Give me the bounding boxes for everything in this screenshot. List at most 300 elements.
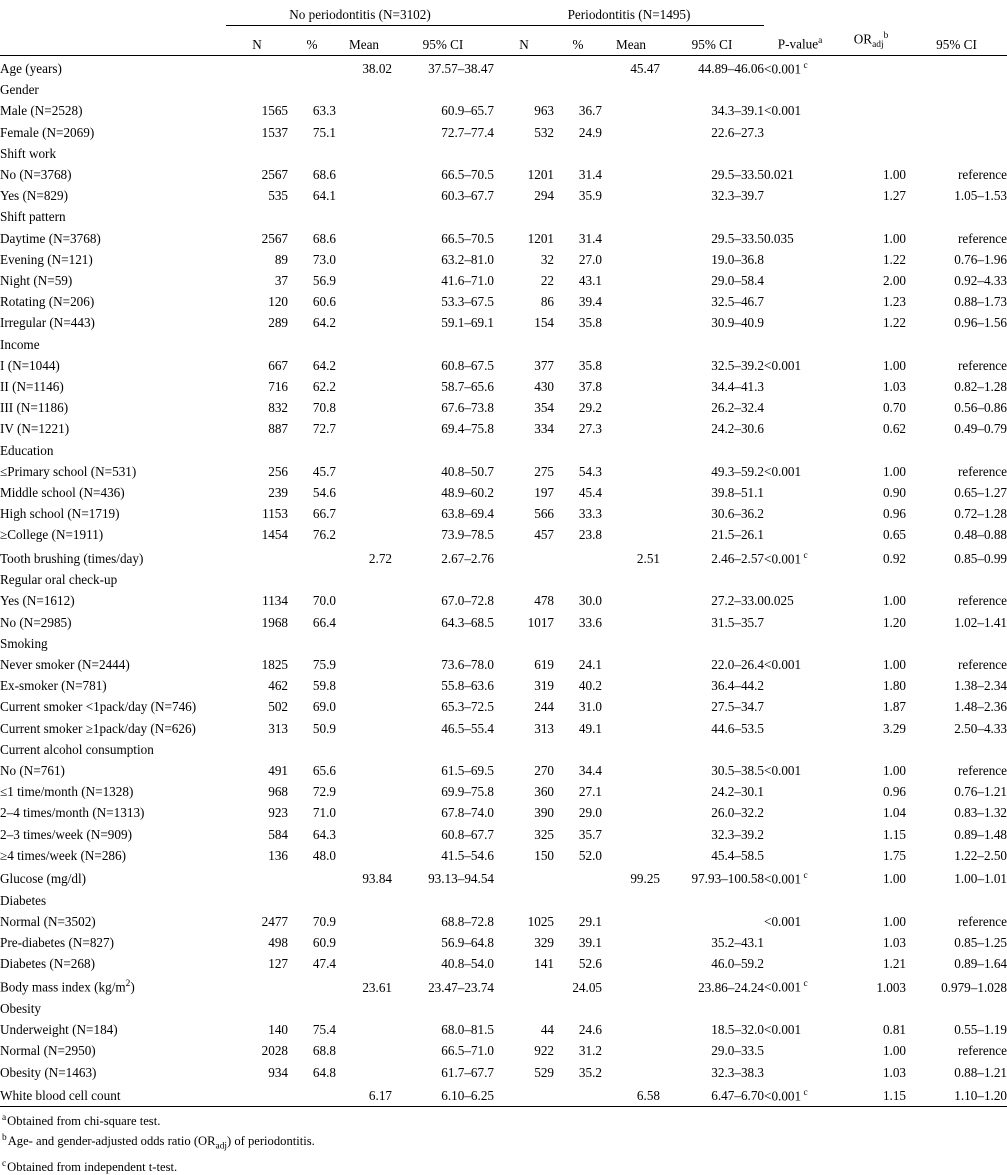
cell-pvalue [764,998,836,1019]
cell-mean-periodontitis [602,718,660,739]
cell-pct-periodontitis [554,440,602,461]
cell-mean-periodontitis [602,1062,660,1083]
cell-pvalue [764,334,836,355]
cell-ci-periodontitis [660,633,764,654]
table-row [0,546,1007,570]
cell-ci-periodontitis: 34.3–39.1 [711,103,765,119]
cell-ci-no-periodontitis: 6.10–6.25 [392,1083,494,1107]
cell-ci-periodontitis: 36.4–44.2 [711,678,765,694]
cell-mean-no-periodontitis [336,569,392,590]
cell-mean-no-periodontitis [336,633,392,654]
cell-pvalue [764,1062,836,1083]
footnote-mark: c [2,1158,7,1169]
cell-pvalue [764,760,836,781]
cell-odds-ratio: 1.15 [836,1083,906,1107]
cell-mean-periodontitis [602,79,660,100]
table-row [0,760,1007,781]
cell-mean-periodontitis [602,334,660,355]
row-label: Diabetes (N=268) [0,956,95,972]
cell-n-no-periodontitis [226,974,288,998]
cell-ci-no-periodontitis: 67.8–74.0 [441,805,494,821]
cell-pct-no-periodontitis: 64.3 [312,826,336,842]
cell-ci-periodontitis: 29.5–33.5 [711,166,765,182]
table-row [0,312,1007,333]
row-label: Current smoker ≥1pack/day (N=626) [0,720,196,736]
cell-mean-periodontitis [602,845,660,866]
cell-pvalue [764,79,836,100]
cell-ci-no-periodontitis: 60.8–67.7 [441,826,494,842]
cell-ci-periodontitis: 29.5–33.5 [711,230,765,246]
cell-pvalue [764,633,836,654]
cell-n-periodontitis: 457 [534,527,554,543]
cell-pvalue [764,932,836,953]
row-label: High school (N=1719) [0,506,120,522]
cell-odds-ratio: 1.03 [882,935,907,951]
table-row [0,397,1007,418]
table-row [0,524,1007,545]
footnote [2,1156,907,1175]
cell-pvalue [764,1040,836,1061]
cell-n-periodontitis: 566 [534,506,554,522]
cell-ci-periodontitis [660,998,764,1019]
cell-pvalue [764,675,836,696]
cell-n-no-periodontitis [226,440,288,461]
cell-pvalue [764,866,836,890]
cell-n-periodontitis: 377 [534,357,554,373]
cell-n-no-periodontitis: 498 [268,935,288,951]
row-label: Daytime (N=3768) [0,230,101,246]
cell-pct-no-periodontitis: 75.1 [312,124,336,140]
cell-n-periodontitis: 86 [540,294,554,310]
cell-pvalue [764,1083,836,1107]
cell-ci-no-periodontitis: 41.5–54.6 [441,847,494,863]
table-row [0,1019,1007,1040]
cell-n-no-periodontitis: 1454 [261,527,288,543]
cell-pct-no-periodontitis: 66.4 [312,614,336,630]
cell-odds-ratio: 0.92 [882,550,907,566]
cell-pct-periodontitis: 31.4 [578,166,602,182]
cell-pct-no-periodontitis: 72.9 [312,784,336,800]
cell-n-no-periodontitis: 2567 [261,230,288,246]
row-label: Age (years) [0,60,62,76]
cell-ci-no-periodontitis: 53.3–67.5 [441,294,494,310]
cell-mean-no-periodontitis: 38.02 [362,60,392,76]
cell-mean-periodontitis [602,1019,660,1040]
cell-n-periodontitis: 529 [534,1064,554,1080]
table-row [0,482,1007,503]
cell-n-no-periodontitis: 491 [268,763,288,779]
cell-pct-periodontitis: 24.1 [578,657,602,672]
cell-ci-periodontitis: 30.9–40.9 [711,315,765,331]
table-row [0,633,1007,654]
cell-ci-no-periodontitis: 60.3–67.7 [441,188,494,204]
row-label: Current alcohol consumption [0,741,154,757]
cell-odds-ratio: 1.75 [882,847,907,863]
cell-pvalue [764,802,836,823]
cell-pct-periodontitis: 24.6 [578,1022,602,1038]
row-label: ≥4 times/week (N=286) [0,847,127,863]
cell-or-ci: 0.76–1.96 [954,251,1007,267]
cell-ci-periodontitis: 27.2–33.0 [711,593,765,609]
cell-odds-ratio: 1.00 [882,871,907,887]
cell-odds-ratio [836,334,906,355]
cell-ci-no-periodontitis [392,206,494,227]
row-label: II (N=1146) [0,378,64,394]
cell-pct-no-periodontitis: 70.9 [312,913,336,929]
row-label: Regular oral check-up [0,572,118,588]
cell-n-no-periodontitis [226,55,288,79]
cell-odds-ratio: 1.80 [882,678,907,694]
cell-pct-periodontitis [554,890,602,911]
cell-pvalue [764,461,836,482]
cell-n-periodontitis: 1025 [527,913,554,929]
cell-pct-periodontitis: 45.4 [578,484,602,500]
column-header-pct1: % [288,26,336,56]
cell-mean-periodontitis [602,270,660,291]
cell-pct-no-periodontitis: 45.7 [312,463,336,479]
cell-odds-ratio: 1.00 [882,593,907,609]
row-label: I (N=1044) [0,357,60,373]
row-label: Normal (N=2950) [0,1043,96,1059]
cell-or-ci: 0.56–0.86 [954,400,1007,416]
column-header-ci3: 95% CI [906,26,1007,56]
cell-pvalue [764,418,836,439]
table-row [0,890,1007,911]
cell-or-ci [906,633,1007,654]
cell-pct-no-periodontitis: 65.6 [312,763,336,779]
cell-or-ci [906,100,1007,121]
cell-mean-no-periodontitis [336,100,392,121]
table-row [0,675,1007,696]
cell-ci-periodontitis: 22.0–26.4 [711,657,765,672]
cell-pct-no-periodontitis: 64.1 [312,188,336,204]
cell-or-ci: reference [957,463,1007,479]
group-header-periodontitis: Periodontitis (N=1495) [494,0,764,26]
cell-ci-no-periodontitis [392,890,494,911]
cell-pct-no-periodontitis: 68.6 [312,230,336,246]
cell-pvalue-text: <0.001 [764,357,802,373]
cell-pvalue [764,974,836,998]
cell-n-periodontitis: 334 [534,421,554,437]
cell-pct-no-periodontitis [288,143,336,164]
cell-ci-no-periodontitis: 23.47–23.74 [428,979,494,995]
cell-pct-no-periodontitis [288,974,336,998]
row-label: Obesity [0,1001,42,1017]
cell-pct-no-periodontitis: 59.8 [312,678,336,694]
cell-ci-no-periodontitis [392,633,494,654]
cell-or-ci: reference [957,357,1007,373]
cell-ci-periodontitis: 22.6–27.3 [711,124,765,140]
cell-pct-periodontitis: 30.0 [578,593,602,609]
cell-ci-periodontitis: 46.0–59.2 [711,956,765,972]
cell-mean-no-periodontitis [336,334,392,355]
cell-or-ci [906,569,1007,590]
cell-odds-ratio: 3.29 [882,720,907,736]
cell-n-periodontitis [494,739,554,760]
cell-ci-no-periodontitis: 60.8–67.5 [441,357,494,373]
cell-ci-no-periodontitis: 67.6–73.8 [441,400,494,416]
cell-ci-no-periodontitis: 69.4–75.8 [441,421,494,437]
cell-pct-periodontitis [554,998,602,1019]
cell-n-periodontitis: 44 [540,1022,554,1038]
cell-pvalue [764,845,836,866]
cell-mean-no-periodontitis [336,164,392,185]
cell-odds-ratio: 0.90 [882,484,907,500]
cell-pct-no-periodontitis: 56.9 [312,272,336,288]
cell-pvalue-footnote-mark: c [801,550,808,561]
row-label: No (N=2985) [0,614,72,630]
cell-pct-no-periodontitis [288,569,336,590]
cell-odds-ratio [836,143,906,164]
cell-n-periodontitis: 1201 [527,166,554,182]
cell-or-ci: 0.92–4.33 [954,272,1007,288]
cell-pvalue [764,122,836,143]
cell-mean-no-periodontitis [336,440,392,461]
cell-pct-no-periodontitis: 64.8 [312,1064,336,1080]
table-row [0,503,1007,524]
row-label: Smoking [0,635,48,651]
cell-n-periodontitis [494,546,554,570]
cell-n-periodontitis: 141 [534,956,554,972]
cell-mean-no-periodontitis: 93.84 [362,871,392,887]
cell-odds-ratio: 1.20 [882,614,907,630]
cell-ci-periodontitis: 44.6–53.5 [711,720,765,736]
cell-pct-no-periodontitis: 72.7 [312,421,336,437]
cell-pct-periodontitis: 36.7 [578,103,602,119]
cell-mean-periodontitis [602,802,660,823]
row-label: Tooth brushing (times/day) [0,550,144,566]
cell-mean-periodontitis [602,675,660,696]
cell-pct-no-periodontitis: 48.0 [312,847,336,863]
cell-odds-ratio [836,440,906,461]
cell-odds-ratio [836,739,906,760]
cell-pct-periodontitis: 33.6 [578,614,602,630]
cell-pct-periodontitis [554,569,602,590]
cell-n-no-periodontitis [226,633,288,654]
cell-pvalue [764,206,836,227]
cell-mean-periodontitis [602,654,660,675]
cell-mean-no-periodontitis [336,270,392,291]
cell-pct-no-periodontitis [288,55,336,79]
table-row [0,1040,1007,1061]
cell-pvalue [764,55,836,79]
cell-mean-periodontitis [602,633,660,654]
cell-pct-periodontitis: 54.3 [578,463,602,479]
cell-ci-no-periodontitis: 37.57–38.47 [428,60,494,76]
cell-n-periodontitis [494,569,554,590]
cell-mean-no-periodontitis [336,312,392,333]
cell-ci-no-periodontitis: 93.13–94.54 [428,871,494,887]
cell-pct-no-periodontitis: 54.6 [312,484,336,500]
cell-pct-no-periodontitis [288,866,336,890]
cell-odds-ratio: 0.70 [882,400,907,416]
row-label: ≤Primary school (N=531) [0,463,137,479]
cell-pct-no-periodontitis: 68.6 [312,166,336,182]
cell-or-ci [906,334,1007,355]
cell-ci-no-periodontitis: 40.8–50.7 [441,463,494,479]
cell-pvalue [764,270,836,291]
cell-pct-no-periodontitis: 64.2 [312,357,336,373]
cell-n-no-periodontitis: 968 [268,784,288,800]
cell-pct-periodontitis: 43.1 [578,272,602,288]
cell-n-periodontitis: 150 [534,847,554,863]
column-header-or-text: OR [853,30,873,46]
cell-ci-periodontitis: 30.5–38.5 [711,763,765,779]
cell-pvalue [764,890,836,911]
cell-pvalue-text: <0.001 [764,103,802,119]
table-row [0,122,1007,143]
cell-ci-no-periodontitis: 68.8–72.8 [441,913,494,929]
cell-mean-periodontitis [602,739,660,760]
cell-pct-periodontitis [554,334,602,355]
cell-n-no-periodontitis: 140 [268,1022,288,1038]
cell-n-no-periodontitis: 239 [268,484,288,500]
cell-pvalue-text: <0.001 [764,1088,802,1104]
cell-odds-ratio [836,998,906,1019]
cell-pct-no-periodontitis [288,633,336,654]
cell-ci-no-periodontitis: 56.9–64.8 [441,935,494,951]
cell-pct-periodontitis: 31.0 [578,699,602,715]
table-row [0,206,1007,227]
cell-pct-periodontitis: 52.6 [578,956,602,972]
row-label: Rotating (N=206) [0,294,95,310]
cell-ci-no-periodontitis [392,739,494,760]
table-row [0,100,1007,121]
cell-ci-no-periodontitis: 67.0–72.8 [441,593,494,609]
cell-or-ci [906,143,1007,164]
cell-ci-periodontitis: 29.0–33.5 [711,1043,765,1059]
row-label: Education [0,442,54,458]
cell-mean-periodontitis [602,355,660,376]
table-row [0,270,1007,291]
cell-n-no-periodontitis [226,143,288,164]
cell-mean-no-periodontitis [336,418,392,439]
cell-pct-periodontitis: 49.1 [578,720,602,736]
cell-ci-periodontitis: 32.3–38.3 [711,1064,765,1080]
cell-ci-periodontitis: 31.5–35.7 [711,614,765,630]
column-header-or-footnote-mark: b [883,30,889,41]
cell-n-periodontitis: 430 [534,378,554,394]
cell-pvalue [764,440,836,461]
cell-mean-no-periodontitis [336,355,392,376]
cell-mean-periodontitis: 2.51 [636,550,660,566]
cell-or-ci: 0.76–1.21 [954,784,1007,800]
cell-pct-periodontitis: 23.8 [578,527,602,543]
cell-mean-periodontitis [602,696,660,717]
table-row [0,824,1007,845]
cell-pct-no-periodontitis: 60.9 [312,935,336,951]
cell-odds-ratio: 1.00 [882,657,907,672]
cell-or-ci [906,206,1007,227]
row-label: 2–3 times/week (N=909) [0,826,132,842]
cell-mean-periodontitis [602,612,660,633]
cell-mean-periodontitis [602,206,660,227]
cell-or-ci: 0.88–1.73 [954,294,1007,310]
cell-pvalue [764,291,836,312]
cell-mean-no-periodontitis [336,1019,392,1040]
cell-or-ci: 0.48–0.88 [954,527,1007,543]
cell-pvalue [764,569,836,590]
table-row [0,569,1007,590]
footnote-subscript: adj [215,1141,227,1152]
cell-pct-periodontitis [554,1083,602,1107]
cell-pct-no-periodontitis: 47.4 [312,956,336,972]
table-row [0,334,1007,355]
cell-odds-ratio [836,100,906,121]
cell-pct-no-periodontitis: 70.8 [312,400,336,416]
cell-odds-ratio: 1.87 [882,699,907,715]
cell-n-periodontitis: 319 [534,678,554,694]
cell-mean-no-periodontitis [336,482,392,503]
cell-n-periodontitis [494,974,554,998]
cell-mean-no-periodontitis [336,998,392,1019]
cell-mean-periodontitis [602,100,660,121]
cell-pct-periodontitis: 35.9 [578,188,602,204]
cell-pvalue-footnote-mark: c [801,60,808,71]
cell-ci-no-periodontitis: 61.5–69.5 [441,763,494,779]
cell-n-periodontitis: 270 [534,763,554,779]
cell-n-no-periodontitis: 502 [268,699,288,715]
table-footnotes [0,1110,907,1175]
cell-or-ci: 0.96–1.56 [954,315,1007,331]
cell-odds-ratio: 0.62 [882,421,907,437]
cell-or-ci: reference [957,166,1007,182]
cell-n-no-periodontitis: 2567 [261,166,288,182]
cell-pvalue [764,696,836,717]
cell-mean-no-periodontitis [336,718,392,739]
cell-n-no-periodontitis [226,569,288,590]
cell-ci-periodontitis: 30.6–36.2 [711,506,765,522]
cell-n-periodontitis: 325 [534,826,554,842]
cell-mean-no-periodontitis [336,953,392,974]
cell-or-ci: 0.89–1.64 [954,956,1007,972]
cell-ci-periodontitis: 18.5–32.0 [711,1022,765,1038]
cell-pct-periodontitis: 40.2 [578,678,602,694]
row-label: Gender [0,82,39,98]
cell-mean-no-periodontitis [336,291,392,312]
table-row [0,249,1007,270]
cell-n-periodontitis: 294 [534,188,554,204]
cell-ci-periodontitis [660,911,764,932]
cell-ci-no-periodontitis [392,143,494,164]
cell-ci-periodontitis: 27.5–34.7 [711,699,765,715]
cell-or-ci: 2.50–4.33 [954,720,1007,736]
row-label: Shift work [0,145,57,161]
row-label: Night (N=59) [0,272,73,288]
cell-or-ci: 0.49–0.79 [954,421,1007,437]
cell-mean-no-periodontitis: 23.61 [362,979,392,995]
table-row [0,718,1007,739]
cell-or-ci: 1.05–1.53 [954,188,1007,204]
row-label: Yes (N=829) [0,188,69,204]
cell-mean-periodontitis [602,824,660,845]
cell-n-no-periodontitis: 120 [268,294,288,310]
footnote-text: Obtained from chi-square test. [7,1114,161,1129]
cell-pvalue [764,312,836,333]
cell-mean-periodontitis [602,524,660,545]
cell-mean-periodontitis [602,890,660,911]
cell-n-periodontitis [494,55,554,79]
cell-mean-no-periodontitis: 6.17 [336,1083,392,1107]
cell-pvalue [764,911,836,932]
column-header-pvalue [764,26,836,56]
cell-ci-no-periodontitis: 63.8–69.4 [441,506,494,522]
cell-pvalue [764,100,836,121]
cell-pvalue-text: <0.001 [764,913,802,929]
cell-n-periodontitis: 619 [534,657,554,672]
cell-n-no-periodontitis: 127 [268,956,288,972]
column-header-ci1: 95% CI [392,26,494,56]
